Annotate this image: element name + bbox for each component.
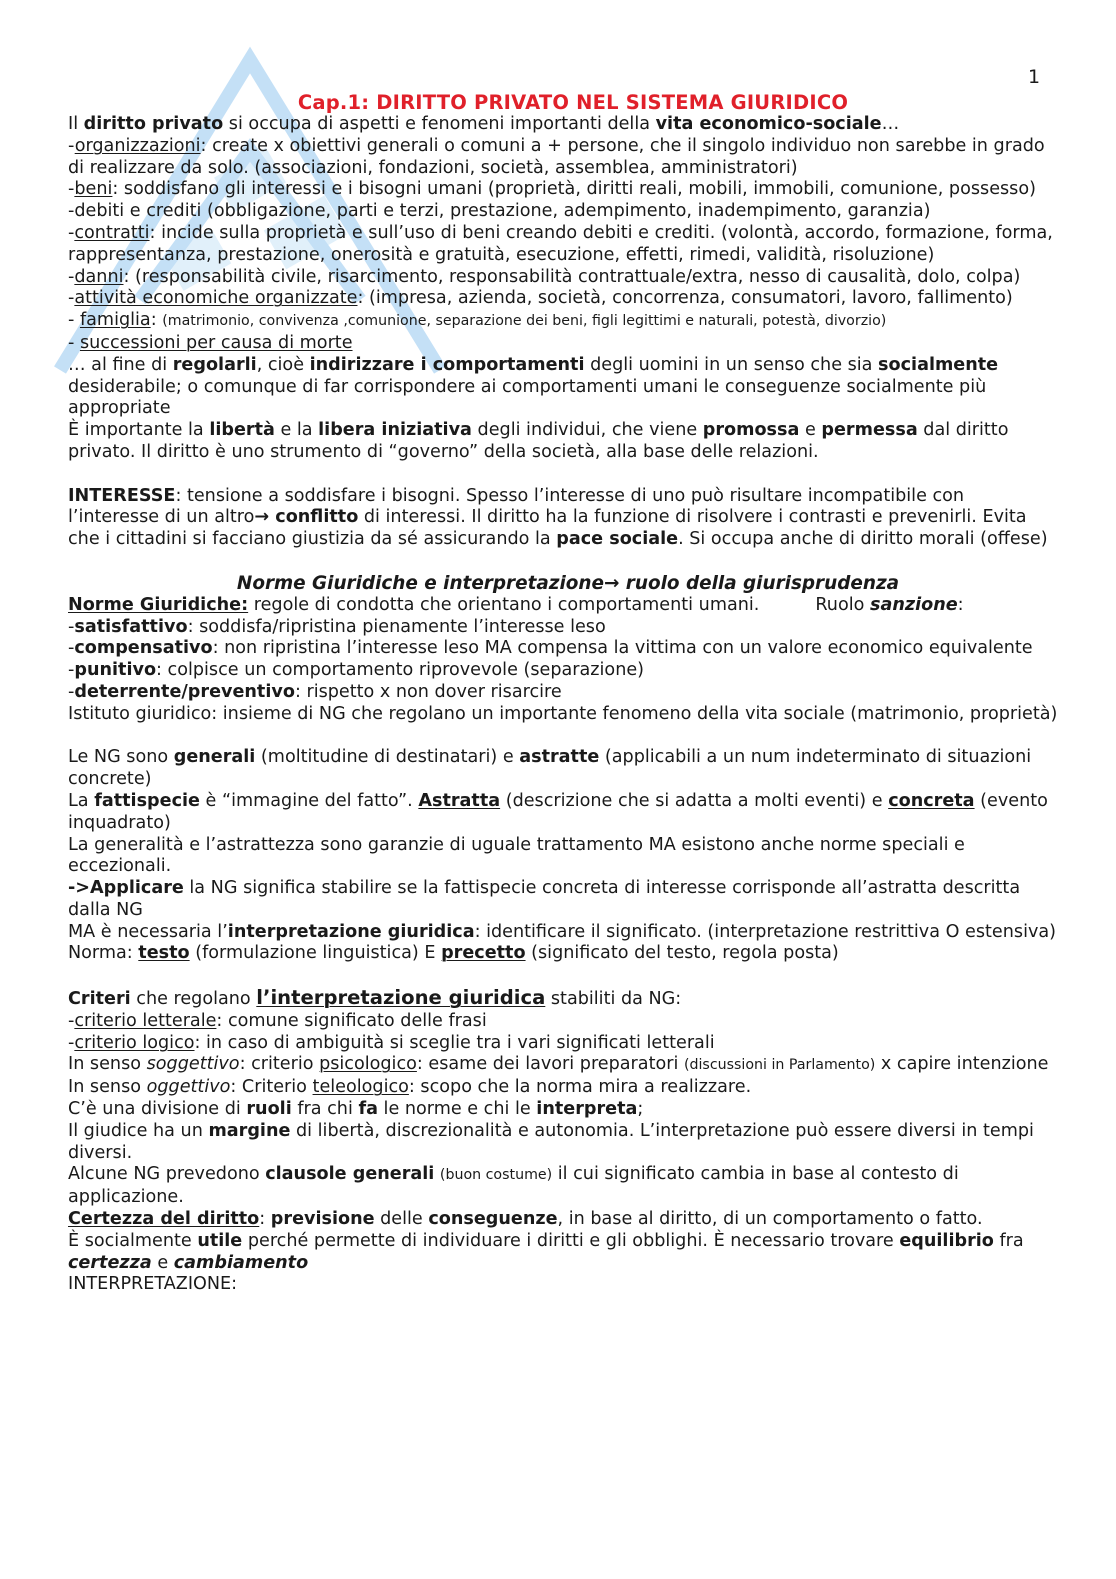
paragraph-giudice: Il giudice ha un margine di libertà, discrezionalità e autonomia. L’interpretazione può essere diversi in tempi diversi. — [68, 1120, 1034, 1163]
paragraph-istituto: Istituto giuridico: insieme di NG che regolano un importante fenomeno della vita sociale (matrimonio, proprietà) — [68, 703, 1058, 724]
paragraph-ruoli: C’è una divisione di ruoli fra chi fa le norme e chi le interpreta; — [68, 1099, 644, 1120]
paragraph-intro: Il diritto privato si occupa di aspetti e fenomeni importanti della vita economico-sociale… — [68, 114, 900, 134]
page-number: 1 — [1028, 66, 1041, 88]
list-item-contratti: -contratti: incide sulla proprietà e sull’uso di beni creando debiti e crediti. (volontà, accordo, formazione, forma, rappresentanza, prestazione, onerosità e gratuità, esecuzione, effetti, rimedi, validità, risoluzione) — [68, 222, 1053, 265]
paragraph-regolarli: … al fine di regolarli, cioè indirizzare i comportamenti degli uomini in un senso che sia socialmente desiderabile; o comunque di far corrispondere ai comportamenti umani le conseguenze socialmente più appropriate — [68, 354, 999, 419]
list-item-compensativo: -compensativo: non ripristina l’interesse leso MA compensa la vittima con un valore economico equivalente — [68, 638, 1033, 659]
list-item-famiglia: - famiglia: (matrimonio, convivenza ,comunione, separazione dei beni, figli legittimi e naturali, potestà, divorzio) — [68, 310, 887, 331]
paragraph-criteri: Criteri che regolano l’interpretazione giuridica stabiliti da NG: — [68, 986, 682, 1010]
paragraph-norme: Norme Giuridiche: regole di condotta che orientano i comportamenti umani. Ruolo sanzione: — [68, 594, 964, 615]
paragraph-clausole: Alcune NG prevedono clausole generali (buon costume) il cui significato cambia in base al contesto di applicazione. — [68, 1164, 959, 1208]
paragraph-applicare: ->Applicare la NG significa stabilire se la fattispecie concreta di interesse corrisponde all’astratta descritta dalla NG — [68, 878, 1021, 920]
paragraph-generali: Le NG sono generali (moltitudine di destinatari) e astratte (applicabili a un num indeterminato di situazioni concrete) — [68, 747, 1032, 790]
paragraph-utile: È socialmente utile perché permette di individuare i diritti e gli obblighi. È necessario trovare equilibrio fra certezza e cambiamento — [68, 1230, 1024, 1273]
paragraph-liberta: È importante la libertà e la libera iniziativa degli individui, che viene promossa e permessa dal diritto privato. Il diritto è uno strumento di “governo” della società, alla base delle relazioni. — [68, 420, 1009, 462]
paragraph-generalita: La generalità e l’astrattezza sono garanzie di uguale trattamento MA esistono anche norme speciali e eccezionali. — [68, 834, 965, 877]
paragraph-soggettivo: In senso soggettivo: criterio psicologico: esame dei lavori preparatori (discussioni in Parlamento) x capire intenzione — [68, 1054, 1049, 1075]
paragraph-interpretazione-heading: INTERPRETAZIONE: — [68, 1274, 238, 1295]
list-item-deterrente: -deterrente/preventivo: rispetto x non dover risarcire — [68, 681, 562, 702]
list-item-satisfattivo: -satisfattivo: soddisfa/ripristina pienamente l’interesse leso — [68, 616, 606, 637]
paragraph-interpretazione: MA è necessaria l’interpretazione giuridica: identificare il significato. (interpretazione restrittiva O estensiva) — [68, 921, 1057, 942]
paragraph-norma: Norma: testo (formulazione linguistica) E precetto (significato del testo, regola posta) — [68, 943, 839, 964]
paragraph-fattispecie: La fattispecie è “immagine del fatto”. Astratta (descrizione che si adatta a molti eventi) e concreta (evento inquadrato) — [68, 790, 1048, 833]
document-body — [68, 92, 1058, 1296]
list-item-beni: -beni: soddisfano gli interessi e i bisogni umani (proprietà, diritti reali, mobili, immobili, comunione, possesso) — [68, 179, 1036, 200]
paragraph-interesse: INTERESSE: tensione a soddisfare i bisogni. Spesso l’interesse di uno può risultare incompatibile con l’interesse di un altro→ conflitto di interessi. Il diritto ha la funzione di risolvere i contrasti e prevenirli. Evita che i cittadini si facciano giustizia da sé assicurando la pace sociale. Si occupa anche di diritto morali (offese) — [68, 485, 1048, 550]
page-title: Cap.1: DIRITTO PRIVATO NEL SISTEMA GIURIDICO — [297, 91, 849, 114]
list-item-debiti: -debiti e crediti (obbligazione, parti e terzi, prestazione, adempimento, inadempimento, garanzia) — [68, 201, 931, 222]
list-item-danni: -danni: (responsabilità civile, risarcimento, responsabilità contrattuale/extra, nesso di causalità, dolo, colpa) — [68, 266, 1021, 287]
paragraph-certezza: Certezza del diritto: previsione delle conseguenze, in base al diritto, di un comportamento o fatto. — [68, 1209, 983, 1230]
paragraph-oggettivo: In senso oggettivo: Criterio teleologico: scopo che la norma mira a realizzare. — [68, 1077, 752, 1098]
section-title: Norme Giuridiche e interpretazione→ ruolo della giurisprudenza — [236, 572, 900, 594]
list-item-logico: -criterio logico: in caso di ambiguità si sceglie tra i vari significati letterali — [68, 1032, 715, 1053]
list-item-letterale: -criterio letterale: comune significato delle frasi — [68, 1010, 487, 1031]
list-item-organizzazioni: -organizzazioni: create x obiettivi generali o comuni a + persone, che il singolo individuo non sarebbe in grado di realizzare da solo. (associazioni, fondazioni, società, assemblea, amministratori) — [68, 135, 1045, 178]
list-item-attivita: -attività economiche organizzate: (impresa, azienda, società, concorrenza, consumatori, lavoro, fallimento) — [68, 288, 1013, 309]
list-item-punitivo: -punitivo: colpisce un comportamento riprovevole (separazione) — [68, 660, 645, 681]
list-item-successioni: - successioni per causa di morte — [68, 332, 353, 353]
